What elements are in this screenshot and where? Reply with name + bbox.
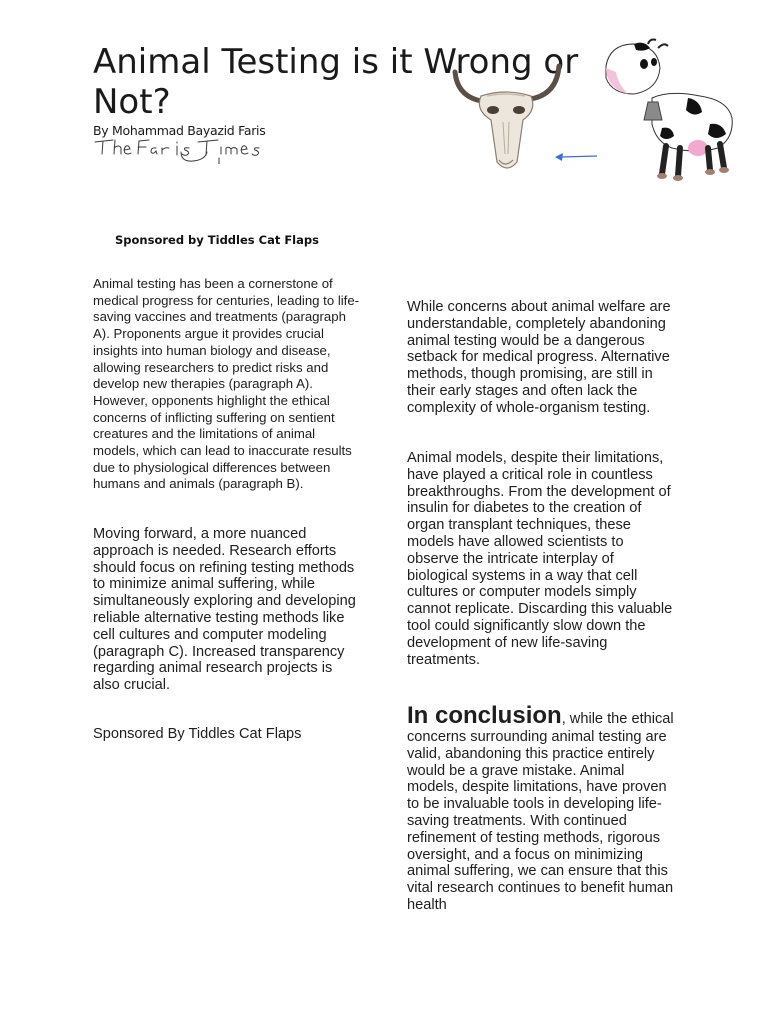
sponsor-heading: Sponsored by Tiddles Cat Flaps	[115, 233, 319, 247]
left-arrow-icon	[553, 150, 599, 164]
left-paragraph-1: Animal testing has been a cornerstone of medical progress for centuries, leading to life-saving vaccines and treatments (paragraph A). Proponents argue it provides crucial insights into human biology and disease, allowing researchers to predict risks and develop new therapies (paragraph A). However, opponents highlight the ethical concerns of inflicting suffering on sentient creatures and the limitations of animal models, which can lead to inaccurate results due to physiological differences between humans and animals (paragraph B).	[93, 276, 360, 492]
conclusion-lead: In conclusion	[407, 702, 562, 729]
left-paragraph-3: Sponsored By Tiddles Cat Flaps	[93, 726, 302, 742]
byline: By Mohammad Bayazid Faris	[93, 123, 266, 138]
left-paragraph-2: Moving forward, a more nuanced approach is needed. Research efforts should focus on refining testing methods to minimize animal suffering, while simultaneously exploring and developing reliable alternative testing methods like cell cultures and computer modeling (paragraph C). Increased transparency regarding animal research projects is also crucial.	[93, 526, 356, 694]
signature-handwriting	[93, 134, 273, 164]
right-paragraph-1: While concerns about animal welfare are understandable, completely abandoning animal testing would be a dangerous setback for medical progress. Alternative methods, though promising, are still in their early stages and often lack the complexity of whole-organism testing.	[407, 299, 671, 416]
page-title: Animal Testing is it Wrong or Not?	[93, 42, 579, 122]
cartoon-cow-icon	[600, 38, 740, 183]
conclusion-paragraph	[407, 703, 677, 914]
bull-skull-icon	[445, 58, 565, 178]
conclusion-body: , while the ethical concerns surrounding animal testing are valid, abandoning this practice entirely would be a grave mistake. Animal models, despite limitations, have proven to be invaluable tools in developing life-saving treatments. With continued refinement of testing methods, rigorous oversight, and a focus on minimizing animal suffering, we can ensure that this vital research continues to benefit human health	[407, 711, 674, 913]
right-paragraph-2: Animal models, despite their limitations, have played a critical role in countless breakthroughs. From the development of insulin for diabetes to the creation of organ transplant techniques, these models have allowed scientists to observe the intricate interplay of biological systems in a way that cell cultures or computer models simply cannot replicate. Discarding this valuable tool could significantly slow down the development of new life-saving treatments.	[407, 450, 673, 668]
